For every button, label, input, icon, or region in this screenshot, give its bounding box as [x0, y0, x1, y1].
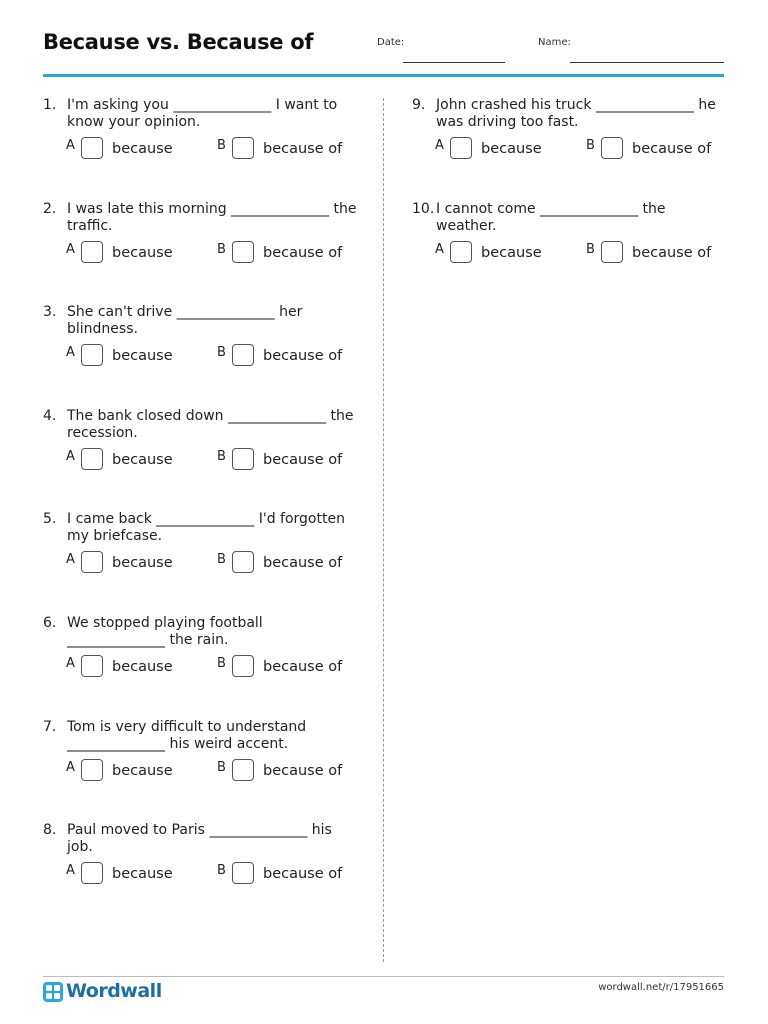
- option-letter: A: [66, 656, 75, 671]
- question-text: The bank closed down ______________ the recession.: [67, 408, 354, 441]
- option-label: because: [112, 452, 173, 468]
- option-letter: A: [66, 863, 75, 878]
- checkbox[interactable]: [232, 551, 254, 573]
- option-label: because: [112, 245, 173, 261]
- option-letter: B: [586, 242, 595, 257]
- wordwall-wordmark: Wordwall: [66, 980, 162, 1002]
- option-letter: B: [217, 345, 226, 360]
- question-number: 8.: [43, 822, 57, 838]
- option-letter: B: [217, 138, 226, 153]
- checkbox[interactable]: [601, 137, 623, 159]
- checkbox[interactable]: [232, 241, 254, 263]
- question-number: 3.: [43, 304, 57, 320]
- checkbox[interactable]: [81, 551, 103, 573]
- option-letter: A: [435, 138, 444, 153]
- checkbox[interactable]: [601, 241, 623, 263]
- question-text: I was late this morning ______________ the traffic.: [67, 201, 357, 234]
- footer-rule: [43, 976, 724, 977]
- checkbox[interactable]: [81, 862, 103, 884]
- option-label: because of: [632, 245, 712, 261]
- option-label: because: [112, 763, 173, 779]
- option-label: because: [112, 659, 173, 675]
- date-label: Date:: [377, 37, 405, 48]
- date-field-line[interactable]: [403, 62, 505, 63]
- question-number: 9.: [412, 97, 426, 113]
- option-label: because of: [263, 659, 343, 675]
- question-text: Tom is very difficult to understand ______________ his weird accent.: [67, 719, 307, 752]
- question-text: I came back ______________ I'd forgotten my briefcase.: [67, 511, 345, 544]
- option-label: because: [481, 141, 542, 157]
- footer-url[interactable]: wordwall.net/r/17951665: [598, 982, 724, 993]
- question-text: She can't drive ______________ her blindness.: [67, 304, 303, 337]
- checkbox[interactable]: [232, 655, 254, 677]
- checkbox[interactable]: [81, 655, 103, 677]
- question-text: John crashed his truck ______________ he was driving too fast.: [436, 97, 716, 130]
- checkbox[interactable]: [81, 137, 103, 159]
- option-label: because of: [263, 866, 343, 882]
- question-number: 6.: [43, 615, 57, 631]
- checkbox[interactable]: [81, 241, 103, 263]
- option-letter: B: [217, 449, 226, 464]
- question-number: 5.: [43, 511, 57, 527]
- option-letter: B: [217, 760, 226, 775]
- option-letter: A: [66, 242, 75, 257]
- checkbox[interactable]: [232, 344, 254, 366]
- option-letter: B: [217, 242, 226, 257]
- question-text: I'm asking you ______________ I want to know your opinion.: [67, 97, 338, 130]
- question-text: I cannot come ______________ the weather.: [436, 201, 666, 234]
- option-label: because of: [263, 763, 343, 779]
- option-letter: A: [66, 760, 75, 775]
- option-letter: A: [66, 449, 75, 464]
- option-label: because: [112, 141, 173, 157]
- option-letter: A: [66, 138, 75, 153]
- checkbox[interactable]: [81, 448, 103, 470]
- checkbox[interactable]: [232, 759, 254, 781]
- option-label: because of: [263, 555, 343, 571]
- checkbox[interactable]: [81, 759, 103, 781]
- question-number: 1.: [43, 97, 57, 113]
- option-label: because of: [632, 141, 712, 157]
- option-label: because of: [263, 452, 343, 468]
- column-divider: [383, 98, 384, 962]
- option-letter: B: [217, 863, 226, 878]
- question-number: 7.: [43, 719, 57, 735]
- wordwall-logo-icon: [43, 982, 63, 1002]
- option-label: because of: [263, 245, 343, 261]
- question-number: 2.: [43, 201, 57, 217]
- option-label: because of: [263, 141, 343, 157]
- option-label: because: [112, 348, 173, 364]
- option-letter: A: [435, 242, 444, 257]
- option-letter: A: [66, 345, 75, 360]
- worksheet-title: Because vs. Because of: [43, 30, 314, 54]
- option-letter: B: [586, 138, 595, 153]
- option-label: because: [112, 866, 173, 882]
- checkbox[interactable]: [232, 137, 254, 159]
- option-letter: B: [217, 656, 226, 671]
- option-label: because: [481, 245, 542, 261]
- checkbox[interactable]: [232, 448, 254, 470]
- header-rule: [43, 74, 724, 77]
- option-letter: A: [66, 552, 75, 567]
- checkbox[interactable]: [450, 137, 472, 159]
- option-label: because of: [263, 348, 343, 364]
- question-number: 4.: [43, 408, 57, 424]
- checkbox[interactable]: [450, 241, 472, 263]
- name-field-line[interactable]: [570, 62, 724, 63]
- option-letter: B: [217, 552, 226, 567]
- question-text: We stopped playing football ______________ the rain.: [67, 615, 263, 648]
- question-text: Paul moved to Paris ______________ his job.: [67, 822, 332, 855]
- question-number: 10.: [412, 201, 435, 217]
- name-label: Name:: [538, 37, 571, 48]
- checkbox[interactable]: [232, 862, 254, 884]
- checkbox[interactable]: [81, 344, 103, 366]
- option-label: because: [112, 555, 173, 571]
